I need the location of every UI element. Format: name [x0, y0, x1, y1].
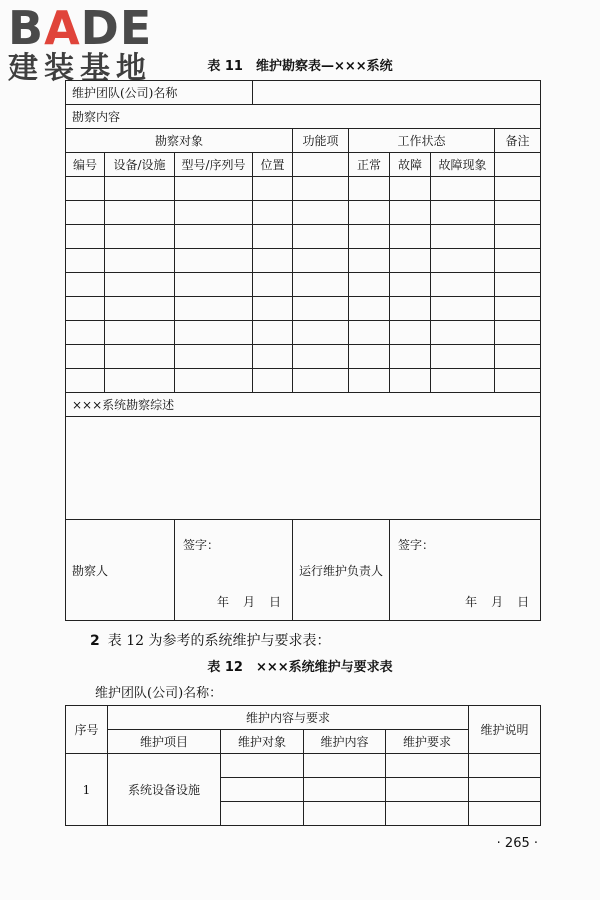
table11 — [65, 80, 541, 621]
t12-header-content-req: 维护内容与要求 — [108, 706, 469, 730]
header-function: 功能项 — [293, 129, 349, 153]
t12-row1-item: 系统设备设施 — [108, 754, 221, 826]
table-row — [66, 321, 541, 345]
table12-team-line: 维护团队(公司)名称： — [95, 686, 223, 701]
table11-title: 表 11 维护勘察表—×××系统 — [207, 59, 393, 74]
table-row — [66, 249, 541, 273]
table-row — [66, 369, 541, 393]
table-row — [66, 273, 541, 297]
table12-title: 表 12 ×××系统维护与要求表 — [207, 660, 393, 675]
paragraph-text: 表 12 为参考的系统维护与要求表： — [107, 633, 331, 649]
header-model: 型号/序列号 — [175, 153, 253, 177]
inspector-sign-cell — [175, 520, 293, 621]
summary-label: ×××系统勘察综述 — [66, 393, 541, 417]
header-device: 设备/设施 — [105, 153, 175, 177]
sign-label: 签字： — [183, 538, 220, 552]
paragraph-number: 2 — [90, 633, 100, 649]
table-row — [66, 177, 541, 201]
t12-header-note: 维护说明 — [469, 706, 541, 754]
table12 — [65, 705, 541, 826]
header-function-blank — [293, 153, 349, 177]
logo-subtitle: 建装基地 — [8, 51, 152, 86]
content-label: 勘察内容 — [66, 105, 541, 129]
header-location: 位置 — [253, 153, 293, 177]
table-row — [66, 225, 541, 249]
table-row — [66, 297, 541, 321]
header-no: 编号 — [66, 153, 105, 177]
sign-label-2: 签字： — [398, 538, 435, 552]
team-name-label: 维护团队(公司)名称 — [66, 81, 253, 105]
ops-manager-sign-cell — [390, 520, 541, 621]
header-fault-desc: 故障现象 — [431, 153, 495, 177]
team-name-value — [253, 81, 541, 105]
header-normal: 正常 — [349, 153, 390, 177]
ops-manager-label: 运行维护负责人 — [293, 520, 390, 621]
table-row — [66, 201, 541, 225]
t12-row1-seq: 1 — [66, 754, 108, 826]
header-fault: 故障 — [390, 153, 431, 177]
header-remark-blank — [495, 153, 541, 177]
t12-header-requirement: 维护要求 — [386, 730, 469, 754]
t12-header-object: 维护对象 — [221, 730, 304, 754]
header-status: 工作状态 — [349, 129, 495, 153]
inspector-label: 勘察人 — [66, 520, 175, 621]
t12-header-item: 维护项目 — [108, 730, 221, 754]
header-object: 勘察对象 — [66, 129, 293, 153]
header-remark: 备注 — [495, 129, 541, 153]
table-row — [66, 345, 541, 369]
table-row — [66, 754, 541, 778]
sign-date-2: 年 月 日 — [465, 595, 531, 609]
t12-header-seq: 序号 — [66, 706, 108, 754]
sign-date: 年 月 日 — [217, 595, 283, 609]
summary-area — [66, 417, 541, 520]
paragraph — [90, 630, 330, 650]
t12-header-content: 维护内容 — [304, 730, 386, 754]
page-number: · 265 · — [496, 836, 538, 851]
logo-wordmark: BADE — [8, 1, 153, 55]
